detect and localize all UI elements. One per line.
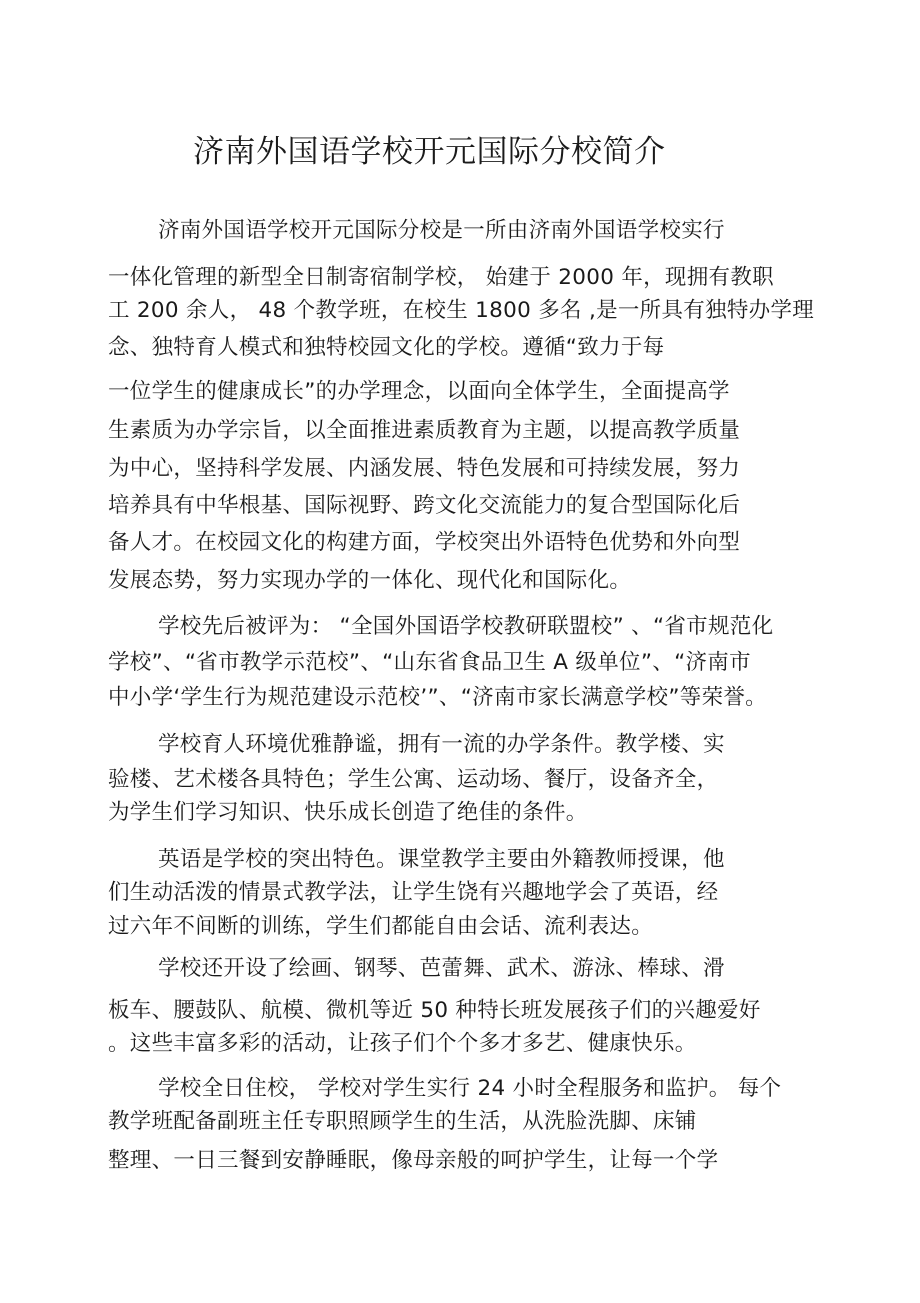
body-line: 。这些丰富多彩的活动，让孩子们个个多才多艺、健康快乐。 [108, 1031, 697, 1056]
body-line: 验楼、艺术楼各具特色；学生公寓、运动场、餐厅，设备齐全， [108, 767, 719, 792]
body-line: 一体化管理的新型全日制寄宿制学校， 始建于 2000 年，现拥有教职 [108, 265, 774, 290]
body-line: 学校”、“省市教学示范校”、“山东省食品卫生 A 级单位”、“济南市 [108, 650, 751, 675]
body-line: 发展态势，努力实现办学的一体化、现代化和国际化。 [108, 568, 632, 593]
body-line: 学校先后被评为： “全国外国语学校教研联盟校” 、“省市规范化 [158, 614, 774, 639]
body-line: 学校全日住校， 学校对学生实行 24 小时全程服务和监护。 每个 [158, 1076, 782, 1101]
body-line: 整理、一日三餐到安静睡眠，像母亲般的呵护学生，让每一个学 [108, 1148, 719, 1173]
body-line: 中小学‘学生行为规范建设示范校’”、“济南市家长满意学校”等荣誉。 [108, 685, 767, 710]
document-title: 济南外国语学校开元国际分校简介 [193, 134, 666, 170]
body-line: 培养具有中华根基、国际视野、跨文化交流能力的复合型国际化后 [108, 493, 741, 518]
body-line: 生素质为办学宗旨，以全面推进素质教育为主题，以提高教学质量 [108, 418, 741, 443]
body-line: 板车、腰鼓队、航模、微机等近 50 种特长班发展孩子们的兴趣爱好 [108, 998, 761, 1023]
body-line: 济南外国语学校开元国际分校是一所由济南外国语学校实行 [158, 218, 725, 243]
body-line: 学校育人环境优雅静谧，拥有一流的办学条件。教学楼、实 [158, 732, 725, 757]
body-line: 们生动活泼的情景式教学法，让学生饶有兴趣地学会了英语，经 [108, 880, 719, 905]
body-line: 为中心，坚持科学发展、内涵发展、特色发展和可持续发展，努力 [108, 456, 741, 481]
body-line: 英语是学校的突出特色。课堂教学主要由外籍教师授课，他 [158, 847, 725, 872]
body-line: 备人才。在校园文化的构建方面，学校突出外语特色优势和外向型 [108, 530, 741, 555]
body-line: 过六年不间断的训练，学生们都能自由会话、流利表达。 [108, 914, 654, 939]
body-line: 一位学生的健康成长”的办学理念，以面向全体学生，全面提高学 [108, 379, 730, 404]
body-line: 为学生们学习知识、快乐成长创造了绝佳的条件。 [108, 800, 588, 825]
body-line: 念、独特育人模式和独特校园文化的学校。遵循“致力于每 [108, 335, 665, 360]
body-line: 工 200 余人， 48 个教学班，在校生 1800 多名 ,是一所具有独特办学理 [108, 298, 815, 323]
body-line: 学校还开设了绘画、钢琴、芭蕾舞、武术、游泳、棒球、滑 [158, 956, 725, 981]
body-line: 教学班配备副班主任专职照顾学生的生活，从洗脸洗脚、床铺 [108, 1109, 697, 1134]
